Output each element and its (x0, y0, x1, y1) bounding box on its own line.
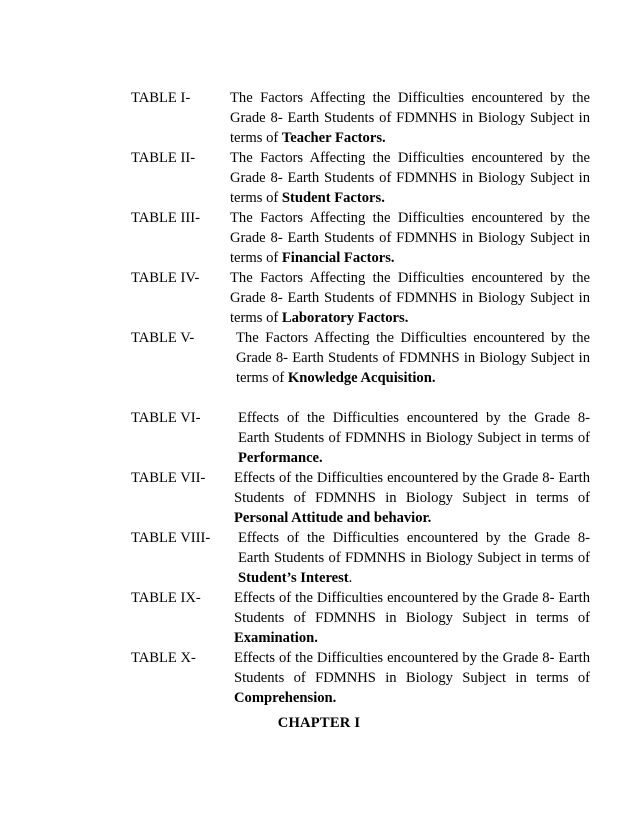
table-description: The Factors Affecting the Difficulties encountered by the Grade 8- Earth Students of FDMNHS in Biology Subject in terms of Financial Factors. (230, 210, 590, 266)
table-label: TABLE III- (131, 210, 200, 226)
table-label: TABLE X- (131, 650, 196, 666)
table-topic: Student’s Interest (238, 570, 349, 586)
table-topic: Comprehension. (234, 690, 337, 706)
table-topic: Teacher Factors. (281, 130, 386, 146)
table-description: The Factors Affecting the Difficulties encountered by the Grade 8- Earth Students of FDMNHS in Biology Subject in terms of Student Factors. (230, 150, 590, 206)
table-label: TABLE VIII- (131, 530, 211, 546)
table-label: TABLE VII- (131, 470, 206, 486)
table-description: The Factors Affecting the Difficulties encountered by the Grade 8- Earth Students of FDMNHS in Biology Subject in terms of Knowledge Acquisition. (236, 330, 590, 386)
table-label: TABLE VI- (131, 410, 201, 426)
table-topic: Laboratory Factors. (281, 310, 409, 326)
table-description: The Factors Affecting the Difficulties encountered by the Grade 8- Earth Students of FDMNHS in Biology Subject in terms of Laboratory Factors. (230, 270, 590, 326)
table-description: Effects of the Difficulties encountered by the Grade 8- Earth Students of FDMNHS in Biology Subject in terms of Performance. (238, 410, 590, 466)
table-label: TABLE IV- (131, 270, 200, 286)
table-topic: Personal Attitude and behavior. (234, 510, 432, 526)
table-label: TABLE V- (131, 330, 195, 346)
table-topic: Performance. (238, 450, 323, 466)
chapter-heading: CHAPTER I (277, 715, 361, 731)
table-topic: Financial Factors. (281, 250, 395, 266)
table-description: Effects of the Difficulties encountered by the Grade 8- Earth Students of FDMNHS in Biology Subject in terms of Examination. (234, 590, 590, 646)
table-topic: Student Factors. (281, 190, 385, 206)
table-topic: Knowledge Acquisition. (287, 370, 436, 386)
table-description: The Factors Affecting the Difficulties encountered by the Grade 8- Earth Students of FDMNHS in Biology Subject in terms of Teacher Factors. (230, 90, 590, 146)
table-description: Effects of the Difficulties encountered by the Grade 8- Earth Students of FDMNHS in Biology Subject in terms of Personal Attitude and behavior. (234, 470, 590, 526)
table-label: TABLE I- (131, 90, 191, 106)
table-topic: Examination. (234, 630, 318, 646)
table-label: TABLE II- (131, 150, 196, 166)
table-description: Effects of the Difficulties encountered by the Grade 8- Earth Students of FDMNHS in Biology Subject in terms of Student’s Interest. (238, 530, 590, 586)
table-label: TABLE IX- (131, 590, 201, 606)
table-description: Effects of the Difficulties encountered by the Grade 8- Earth Students of FDMNHS in Biology Subject in terms of Comprehension. (234, 650, 590, 706)
